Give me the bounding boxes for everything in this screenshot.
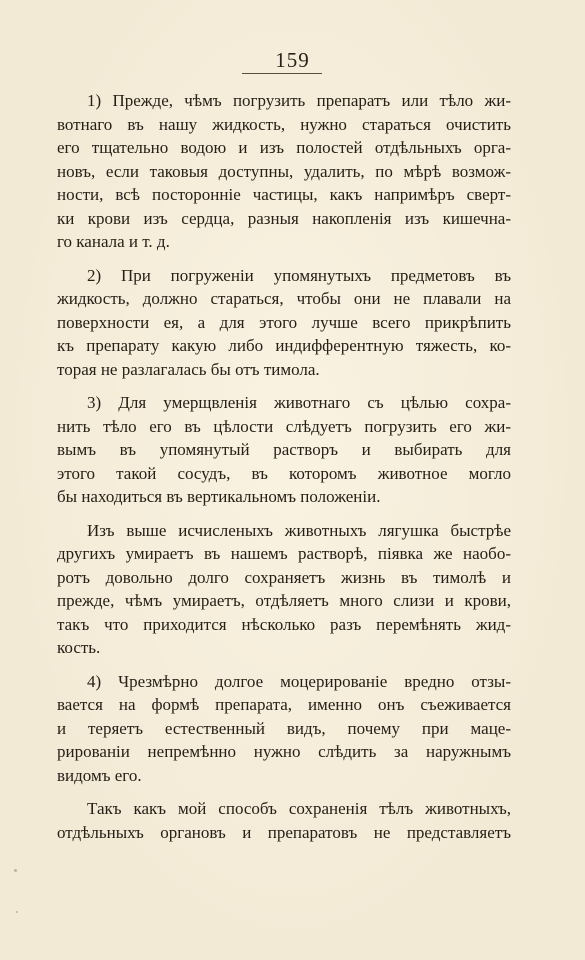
text-line: поверхности ея, а для этого лучше всего прикрѣпить: [57, 312, 511, 332]
page-number: 159: [275, 48, 310, 72]
paragraph: [57, 519, 511, 660]
text-line: бы находиться въ вертикальномъ положеніи.: [57, 487, 381, 506]
text-line: отдѣльныхъ органовъ и препаратовъ не представляетъ: [57, 822, 511, 842]
text-line: этого такой сосудъ, въ которомъ животное могло: [57, 463, 511, 483]
text-line: 2) При погруженіи упомянутыхъ предметовъ въ: [87, 265, 511, 285]
body-text: [57, 89, 511, 844]
text-line: ротъ довольно долго сохраняетъ жизнь въ тимолѣ и: [57, 567, 511, 587]
text-line: 4) Чрезмѣрно долгое моцерированіе вредно отзы-: [87, 671, 511, 691]
paragraph-gap: [57, 509, 511, 519]
paper-speck: [14, 869, 17, 872]
header-rule: [242, 73, 322, 74]
paper-speck: [16, 911, 18, 913]
text-line: 3) Для умерщвленія животнаго съ цѣлью сохра-: [87, 393, 511, 412]
paragraph: [57, 797, 511, 844]
text-line: прежде, чѣмъ умираетъ, отдѣляетъ много слизи и крови,: [57, 591, 511, 610]
paragraph-gap: [57, 787, 511, 797]
text-line: его тщательно водою и изъ полостей отдѣльныхъ орга-: [57, 138, 511, 157]
text-line: жидкость, должно стараться, чтобы они не плавали на: [57, 289, 511, 308]
text-line: къ препарату какую либо индифферентную тяжесть, ко-: [57, 336, 511, 355]
paragraph: [57, 264, 511, 382]
paragraph-gap: [57, 381, 511, 391]
text-line: другихъ умираетъ въ нашемъ растворѣ, піявка же наобо-: [57, 544, 511, 563]
text-line: торая не разлагалась бы отъ тимола.: [57, 359, 320, 379]
text-line: рированіи непремѣнно нужно слѣдить за наружнымъ: [57, 742, 511, 761]
text-line: го канала и т. д.: [57, 232, 170, 251]
text-line: новъ, если таковыя доступны, удалить, по мѣрѣ возмож-: [57, 161, 511, 181]
text-line: вымъ въ упомянутый растворъ и выбирать для: [57, 440, 511, 459]
paragraph-gap: [57, 254, 511, 264]
text-line: вотнаго въ нашу жидкость, нужно стараться очистить: [57, 114, 511, 134]
paragraph: [57, 391, 511, 509]
text-line: кость.: [57, 638, 101, 657]
text-line: Изъ выше исчисленыхъ животныхъ лягушка быстрѣе: [87, 520, 511, 540]
paragraph: [57, 670, 511, 788]
text-line: ности, всѣ посторонніе частицы, какъ напримѣръ сверт-: [57, 185, 511, 204]
text-line: видомъ его.: [57, 765, 142, 785]
text-line: и теряетъ естественный видъ, почему при маце-: [57, 718, 511, 738]
paragraph-gap: [57, 660, 511, 670]
text-line: такъ что приходится нѣсколько разъ перемѣнять жид-: [57, 614, 511, 634]
text-line: 1) Прежде, чѣмъ погрузить препаратъ или тѣло жи-: [87, 91, 511, 110]
text-line: вается на формѣ препарата, именно онъ съеживается: [57, 695, 511, 714]
text-line: ки крови изъ сердца, разныя накопленія изъ кишечна-: [57, 208, 511, 228]
paragraph: [57, 89, 511, 254]
text-line: нить тѣло его въ цѣлости слѣдуетъ погрузить его жи-: [57, 416, 511, 436]
text-line: Такъ какъ мой способъ сохраненія тѣлъ животныхъ,: [87, 799, 511, 818]
